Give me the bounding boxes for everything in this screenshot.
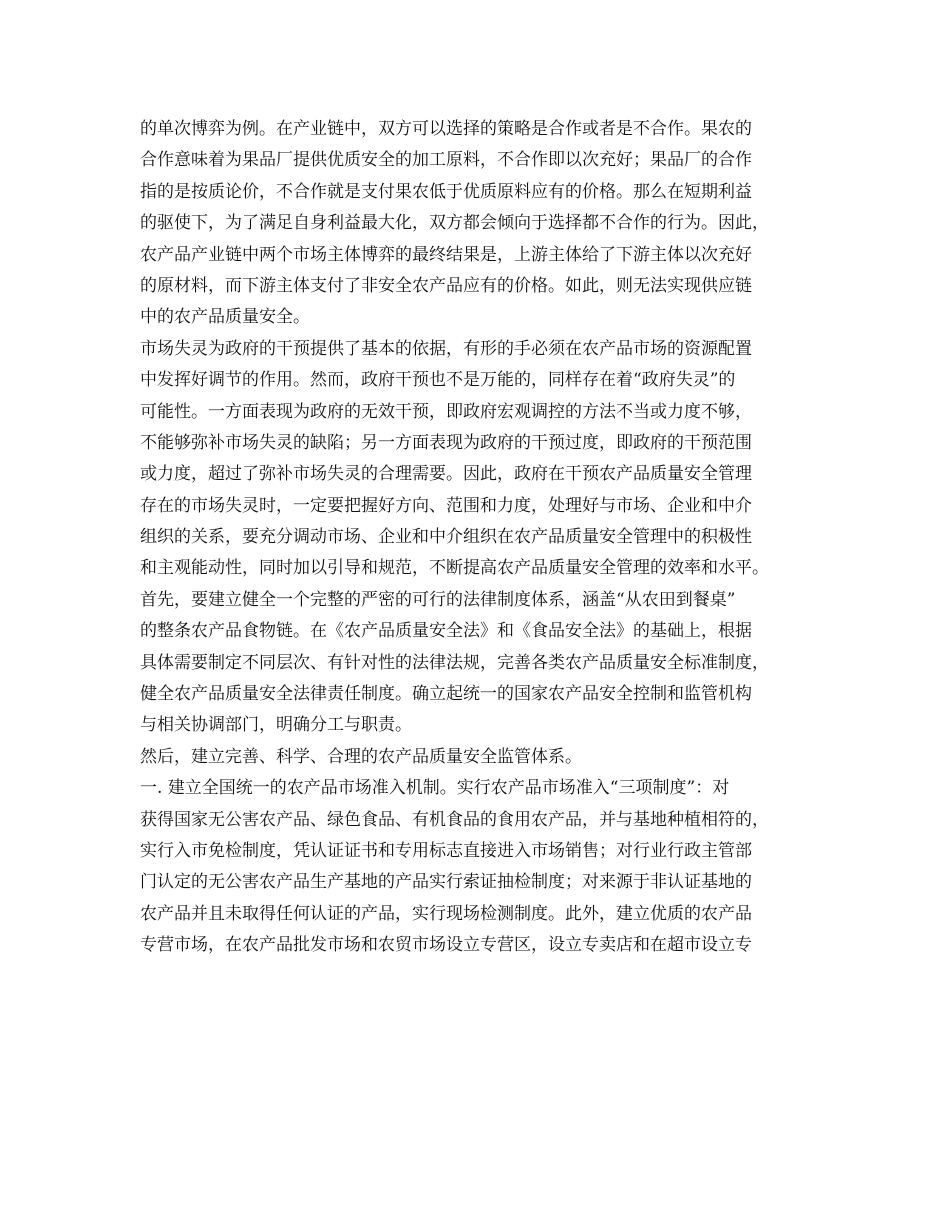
text-line: 合作意味着为果品厂提供优质安全的加工原料，不合作即以次充好；果品厂的合作 — [140, 150, 752, 171]
text-line: 可能性。一方面表现为政府的无效干预，即政府宏观调控的方法不当或力度不够， — [140, 401, 752, 422]
text-line: 实行入市免检制度，凭认证证书和专用标志直接进入市场销售；对行业行政主管部 — [140, 840, 752, 861]
text-line: 首先，要建立健全一个完整的严密的可行的法律制度体系，涵盖“从农田到餐桌” — [140, 589, 736, 610]
text-line: 中发挥好调节的作用。然而，政府干预也不是万能的，同样存在着“政府失灵”的 — [140, 370, 736, 391]
text-line: 一. 建立全国统一的农产品市场准入机制。实行农产品市场准入“三项制度”：对 — [140, 778, 730, 799]
text-line: 存在的市场失灵时，一定要把握好方向、范围和力度，处理好与市场、企业和中介 — [140, 495, 752, 516]
text-line: 门认定的无公害农产品生产基地的产品实行索证抽检制度；对来源于非认证基地的 — [140, 872, 752, 893]
text-line: 和主观能动性，同时加以引导和规范，不断提高农产品质量安全管理的效率和水平。 — [140, 558, 769, 579]
text-line: 具体需要制定不同层次、有针对性的法律法规，完善各类农产品质量安全标准制度， — [140, 652, 769, 673]
text-line: 中的农产品质量安全。 — [140, 307, 310, 328]
text-line: 健全农产品质量安全法律责任制度。确立起统一的国家农产品安全控制和监管机构 — [140, 684, 752, 705]
text-line: 与相关协调部门，明确分工与职责。 — [140, 715, 412, 736]
text-line: 不能够弥补市场失灵的缺陷；另一方面表现为政府的干预过度，即政府的干预范围 — [140, 432, 752, 453]
text-line: 组织的关系，要充分调动市场、企业和中介组织在农产品质量安全管理中的积极性 — [140, 527, 752, 548]
text-line: 的整条农产品食物链。在《农产品质量安全法》和《食品安全法》的基础上，根据 — [140, 621, 752, 642]
text-line: 的驱使下，为了满足自身利益最大化，双方都会倾向于选择都不合作的行为。因此， — [140, 213, 769, 234]
text-line: 或力度，超过了弥补市场失灵的合理需要。因此，政府在干预农产品质量安全管理 — [140, 464, 752, 485]
text-line: 指的是按质论价，不合作就是支付果农低于优质原料应有的价格。那么在短期利益 — [140, 181, 752, 202]
text-line: 然后，建立完善、科学、合理的农产品质量安全监管体系。 — [140, 746, 582, 767]
text-line: 市场失灵为政府的干预提供了基本的依据，有形的手必须在农产品市场的资源配置 — [140, 338, 752, 359]
text-line: 农产品并且未取得任何认证的产品，实行现场检测制度。此外，建立优质的农产品 — [140, 903, 752, 924]
text-line: 的原材料，而下游主体支付了非安全农产品应有的价格。如此，则无法实现供应链 — [140, 275, 752, 296]
text-line: 的单次博弈为例。在产业链中，双方可以选择的策略是合作或者是不合作。果农的 — [140, 119, 752, 139]
document-body — [140, 114, 820, 962]
text-line: 农产品产业链中两个市场主体博弈的最终结果是，上游主体给了下游主体以次充好 — [140, 244, 752, 265]
text-line: 专营市场，在农产品批发市场和农贸市场设立专营区，设立专卖店和在超市设立专 — [140, 935, 752, 956]
text-line: 获得国家无公害农产品、绿色食品、有机食品的食用农产品，并与基地种植相符的， — [140, 809, 769, 830]
